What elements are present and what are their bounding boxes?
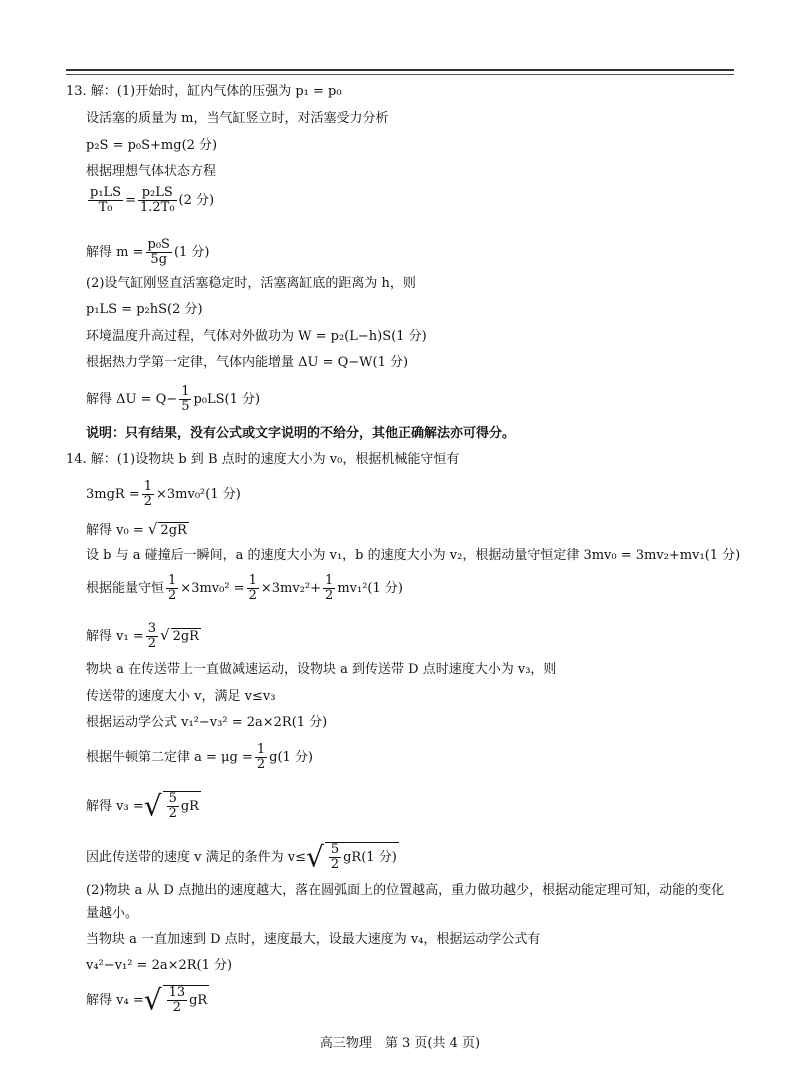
sqrt-sign: √: [143, 789, 162, 823]
q14-belt-condition: 因此传送带的速度 v 满足的条件为 v≤√ $\frac{5}{2}$ gR(1 分): [86, 840, 397, 874]
q13-line-2: 设活塞的质量为 m，当气缸竖立时，对活塞受力分析: [86, 111, 389, 126]
q13-gas-equation: $\frac{\text{p₁LS}}{\text{T₀}}$ = $\frac{\text{p₂LS}}{\text{1.2T₀}}$ (2 分): [90, 185, 215, 215]
q14-v1-result: 解得 v₁ = $\frac{3}{2}$ √ 2gR: [86, 621, 199, 651]
fraction: $\frac{\text{p₁LS}}{\text{T₀}}$: [90, 185, 122, 215]
fraction: $\frac{1}{2}$: [248, 573, 257, 603]
header-rule-thick: [66, 69, 734, 71]
q14-line-4: 设 b 与 a 碰撞后一瞬间，a 的速度大小为 v₁，b 的速度大小为 v₂，根据动量守恒定律 3mv₀ = 3mv₂+mv₁(1 分): [86, 548, 741, 563]
q13-line-1: 13. 解：(1)开始时，缸内气体的压强为 p₁ = p₀: [66, 84, 342, 99]
sqrt-sign: √: [143, 983, 162, 1017]
q13-line-3: p₂S = p₀S+mg(2 分): [86, 138, 218, 153]
fraction: $\frac{\text{p₂LS}}{\text{1.2T₀}}$: [139, 185, 175, 215]
q13-line-4: 根据理想气体状态方程: [86, 164, 217, 179]
fraction: $\frac{1}{2}$: [256, 742, 266, 772]
q14-line-1: 14. 解：(1)设物块 b 到 B 点时的速度大小为 v₀，根据机械能守恒有: [66, 452, 460, 467]
q14-line-7: 物块 a 在传送带上一直做减速运动，设物块 a 到传送带 D 点时速度大小为 v₃，则: [86, 662, 557, 677]
q13-energy-result: 解得 ΔU = Q− $\frac{1}{5}$ p₀LS(1 分): [86, 384, 261, 414]
q14-v0-result: 解得 v₀ = √ 2gR: [86, 520, 187, 538]
q14-energy-balance: 根据能量守恒 $\frac{1}{2}$ ×3mv₀² = $\frac{1}{2}$ ×3mv₂²+ $\frac{1}{2}$ mv₁²(1 分): [86, 573, 403, 603]
sqrt-sign: √: [305, 840, 324, 874]
scoring-note: 说明：只有结果，没有公式或文字说明的不给分，其他正确解法亦可得分。: [86, 426, 516, 441]
q14-v4-result: 解得 v₄ =√ $\frac{13}{2}$ gR: [86, 983, 208, 1017]
fraction: $\frac{3}{2}$: [147, 621, 156, 651]
fraction: $\frac{5}{2}$: [330, 842, 340, 872]
fraction: $\frac{13}{2}$: [168, 985, 186, 1015]
q13-line-7: (2)设气缸刚竖直活塞稳定时，活塞离缸底的距离为 h，则: [86, 276, 416, 291]
q14-line-15: 当物块 a 一直加速到 D 点时，速度最大，设最大速度为 v₄，根据运动学公式有: [86, 932, 541, 947]
fraction: $\frac{1}{2}$: [325, 573, 334, 603]
q13-mass-result: 解得 m = $\frac{\text{p₀S}}{5g}$ (1 分): [86, 237, 210, 267]
q13-line-8: p₁LS = p₂hS(2 分): [86, 302, 203, 317]
q14-line-9: 根据运动学公式 v₁²−v₃² = 2a×2R(1 分): [86, 715, 328, 730]
q14-energy-conservation: 3mgR = $\frac{1}{2}$ ×3mv₀²(1 分): [86, 479, 241, 509]
q14-line-14: 量越小。: [86, 906, 139, 921]
page-footer: 高三物理 第 3 页(共 4 页): [319, 1036, 481, 1051]
sqrt-sign: √: [147, 520, 158, 538]
q13-line-10: 根据热力学第一定律，气体内能增量 ΔU = Q−W(1 分): [86, 355, 409, 370]
q14-line-13: (2)物块 a 从 D 点抛出的速度越大，落在圆弧面上的位置越高，重力做功越少，根据动能定理可知，动能的变化: [86, 883, 725, 898]
fraction: $\frac{1}{2}$: [143, 479, 153, 509]
q14-line-16: v₄²−v₁² = 2a×2R(1 分): [86, 958, 233, 973]
q13-line-9: 环境温度升高过程，气体对外做功为 W = p₂(L−h)S(1 分): [86, 329, 427, 344]
q14-v3-result: 解得 v₃ =√ $\frac{5}{2}$ gR: [86, 789, 199, 823]
fraction: $\frac{1}{5}$: [181, 384, 190, 414]
fraction: $\frac{5}{2}$: [168, 791, 177, 821]
q14-line-8: 传送带的速度大小 v，满足 v≤v₃: [86, 689, 276, 704]
fraction: $\frac{1}{2}$: [168, 573, 177, 603]
fraction: $\frac{\text{p₀S}}{5g}$: [147, 237, 170, 267]
header-rule-thin: [66, 74, 734, 75]
sqrt-sign: √: [160, 626, 170, 644]
q14-newton-law: 根据牛顿第二定律 a = μg = $\frac{1}{2}$ g(1 分): [86, 742, 313, 772]
